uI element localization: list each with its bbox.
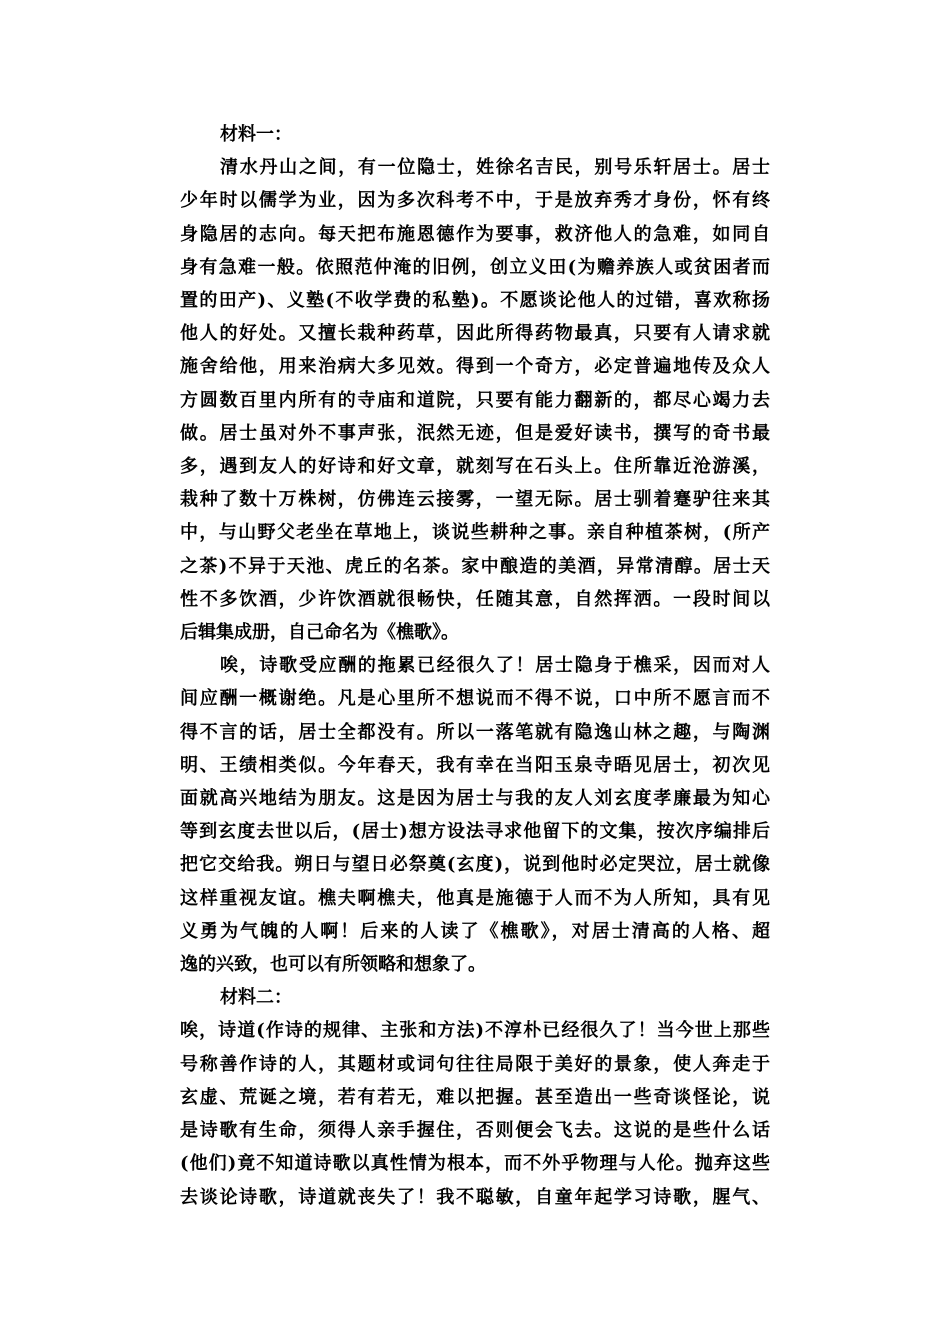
text-line: 把它交给我。朔日与望日必祭奠(玄度)，说到他时必定哭泣，居士就像 <box>180 854 770 876</box>
text-line: 间应酬一概谢绝。凡是心里所不想说而不得不说，口中所不愿言而不 <box>180 688 770 710</box>
text-line: 清水丹山之间，有一位隐士，姓徐名吉民，别号乐轩居士。居士 <box>220 157 770 179</box>
text-line: 之茶)不异于天池、虎丘的名茶。家中酿造的美酒，异常清醇。居士天 <box>180 555 770 577</box>
text-line: 他人的好处。又擅长栽种药草，因此所得药物最真，只要有人请求就 <box>180 323 770 345</box>
text-line: 逸的兴致，也可以有所领略和想象了。 <box>180 954 486 976</box>
text-line: 身有急难一般。依照范仲淹的旧例，创立义田(为赡养族人或贫困者而 <box>180 256 770 278</box>
text-line: 置的田产)、义塾(不收学费的私塾)。不愿谈论他人的过错，喜欢称扬 <box>180 290 770 312</box>
text-line: 后辑集成册，自己命名为《樵歌》。 <box>180 622 459 644</box>
text-line: 施舍给他，用来治病大多见效。得到一个奇方，必定普遍地传及众人 <box>180 356 770 378</box>
text-line: 少年时以儒学为业，因为多次科考不中，于是放弃秀才身份，怀有终 <box>180 190 770 212</box>
text-line: 面就高兴地结为朋友。这是因为居士与我的友人刘玄度孝廉最为知心 <box>180 788 770 810</box>
text-line: 等到玄度去世以后，(居士)想方设法寻求他留下的文集，按次序编排后 <box>180 821 770 843</box>
section2-paragraph <box>180 1014 770 1213</box>
text-line: 栽种了数十万株树，仿佛连云接雾，一望无际。居士驯着蹇驴往来其 <box>180 489 770 511</box>
text-line: 玄虚、荒诞之境，若有若无，难以把握。甚至造出一些奇谈怪论，说 <box>180 1086 770 1108</box>
section2-heading: 材料二： <box>220 987 292 1009</box>
section1-paragraph-2 <box>180 649 770 981</box>
text-line: 得不言的话，居士全都没有。所以一落笔就有隐逸山林之趣，与陶渊 <box>180 721 770 743</box>
text-line: 中，与山野父老坐在草地上，谈说些耕种之事。亲自种植茶树，(所产 <box>180 522 770 544</box>
text-line: 这样重视友谊。樵夫啊樵夫，他真是施德于人而不为人所知，具有见 <box>180 887 770 909</box>
section1-paragraph-1 <box>180 151 770 649</box>
text-line: 义勇为气魄的人啊！后来的人读了《樵歌》，对居士清高的人格、超 <box>180 920 770 942</box>
text-line: 唉，诗歌受应酬的拖累已经很久了！居士隐身于樵采，因而对人 <box>220 655 770 677</box>
text-line: (他们)竟不知道诗歌以真性情为根本，而不外乎物理与人伦。抛弃这些 <box>180 1153 770 1175</box>
text-line: 做。居士虽对外不事声张，泯然无迹，但是爱好读书，撰写的奇书最 <box>180 422 770 444</box>
document-body <box>180 118 770 1214</box>
text-line: 性不多饮酒，少许饮酒就很畅快，任随其意，自然挥洒。一段时间以 <box>180 588 770 610</box>
section1-heading: 材料一： <box>220 124 292 145</box>
text-line: 明、王绩相类似。今年春天，我有幸在当阳玉泉寺晤见居士，初次见 <box>180 754 770 776</box>
text-line: 身隐居的志向。每天把布施恩德作为要事，救济他人的急难，如同自 <box>180 223 770 245</box>
text-line: 是诗歌有生命，须得人亲手握住，否则便会飞去。这说的是些什么话 <box>180 1120 770 1142</box>
text-line: 唉，诗道(作诗的规律、主张和方法)不淳朴已经很久了！当今世上那些 <box>180 1020 770 1042</box>
text-line: 去谈论诗歌，诗道就丧失了！我不聪敏，自童年起学习诗歌，腥气、 <box>180 1186 770 1208</box>
text-line: 方圆数百里内所有的寺庙和道院，只要有能力翻新的，都尽心竭力去 <box>180 389 770 411</box>
text-line: 号称善作诗的人，其题材或词句往往局限于美好的景象，使人奔走于 <box>180 1053 770 1075</box>
text-line: 多，遇到友人的好诗和好文章，就刻写在石头上。住所靠近沧游溪， <box>180 456 770 478</box>
